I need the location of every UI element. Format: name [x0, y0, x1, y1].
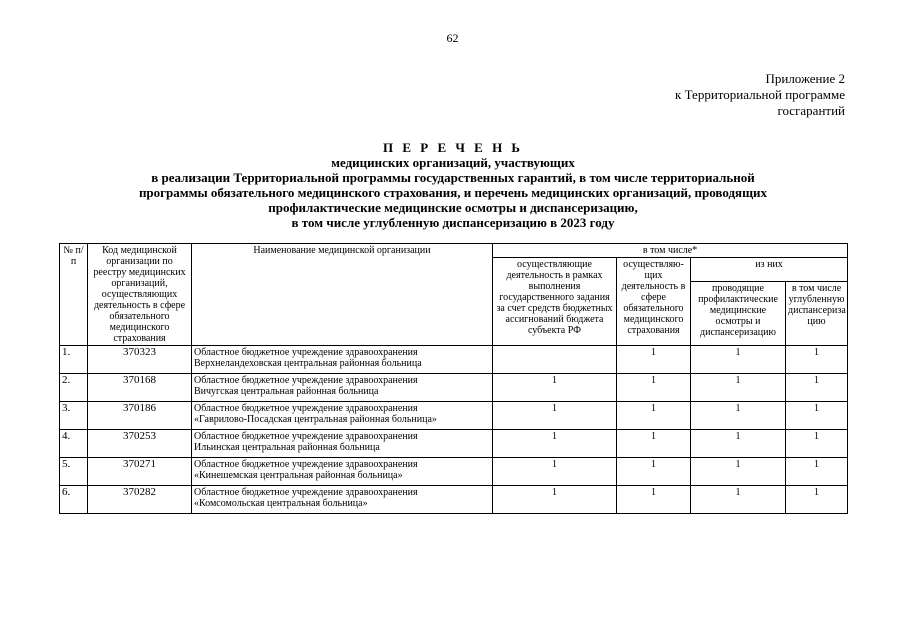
header-num: № п/п: [60, 244, 88, 346]
row-budget: 1: [493, 402, 617, 430]
row-name-line-2: Ильинская центральная районная больница: [194, 442, 380, 453]
title-line-2: в реализации Территориальной программы государственных гарантий, в том числе территориальной: [151, 170, 755, 185]
row-name-line-1: Областное бюджетное учреждение здравоохранения: [194, 403, 418, 414]
row-name-line-2: «Комсомольская центральная больница»: [194, 498, 368, 509]
row-name-line-2: «Гаврилово-Посадская центральная районная больница»: [194, 414, 437, 425]
title-line-5: в том числе углубленную диспансеризацию в 2023 году: [291, 215, 615, 230]
row-code: 370168: [88, 374, 192, 402]
table-row: [60, 486, 848, 514]
row-num: 3.: [60, 402, 88, 430]
row-name-line-2: Вичугская центральная районная больница: [194, 386, 379, 397]
row-deep: 1: [786, 374, 848, 402]
header-oms: осуществляю-щих деятельность в сфере обязательного медицинского страхования: [617, 258, 691, 346]
row-deep: 1: [786, 346, 848, 374]
page-number: 62: [446, 31, 459, 45]
row-num: 2.: [60, 374, 88, 402]
header-prof: проводящие профилактические медицинские осмотры и диспансеризацию: [691, 281, 786, 345]
row-prof: 1: [691, 346, 786, 374]
header-name: Наименование медицинской организации: [192, 244, 493, 346]
row-oms: 1: [617, 458, 691, 486]
table-row: [60, 402, 848, 430]
table-row: [60, 374, 848, 402]
row-budget: 1: [493, 430, 617, 458]
row-num: 6.: [60, 486, 88, 514]
row-oms: 1: [617, 402, 691, 430]
row-code: 370271: [88, 458, 192, 486]
row-name: [192, 402, 493, 430]
row-oms: 1: [617, 346, 691, 374]
title-heading: П Е Р Е Ч Е Н Ь: [382, 140, 524, 155]
row-name-line-1: Областное бюджетное учреждение здравоохранения: [194, 375, 418, 386]
header-code: Код медицинской организации по реестру медицинских организаций, осуществляющих деятельность в сфере обязательного медицинского страхования: [88, 244, 192, 346]
row-code: 370323: [88, 346, 192, 374]
row-name-line-1: Областное бюджетное учреждение здравоохранения: [194, 431, 418, 442]
row-name-line-2: «Кинешемская центральная районная больница»: [194, 470, 403, 481]
row-name: [192, 458, 493, 486]
row-name-line-1: Областное бюджетное учреждение здравоохранения: [194, 347, 418, 358]
organizations-table: [59, 243, 848, 514]
row-deep: 1: [786, 402, 848, 430]
document-title: [58, 140, 848, 230]
row-num: 1.: [60, 346, 88, 374]
row-deep: 1: [786, 430, 848, 458]
row-prof: 1: [691, 458, 786, 486]
row-code: 370186: [88, 402, 192, 430]
row-name: [192, 486, 493, 514]
table-row: [60, 346, 848, 374]
title-line-4: профилактические медицинские осмотры и диспансеризацию,: [268, 200, 638, 215]
table-row: [60, 430, 848, 458]
row-name-line-1: Областное бюджетное учреждение здравоохранения: [194, 487, 418, 498]
row-prof: 1: [691, 374, 786, 402]
header-of-them: из них: [691, 258, 848, 282]
row-budget: [493, 346, 617, 374]
row-budget: 1: [493, 374, 617, 402]
title-line-1: медицинских организаций, участвующих: [331, 155, 575, 170]
appendix-note: [675, 71, 845, 119]
row-deep: 1: [786, 486, 848, 514]
row-prof: 1: [691, 402, 786, 430]
row-prof: 1: [691, 430, 786, 458]
row-code: 370253: [88, 430, 192, 458]
row-num: 4.: [60, 430, 88, 458]
row-name: [192, 374, 493, 402]
row-budget: 1: [493, 486, 617, 514]
row-oms: 1: [617, 486, 691, 514]
table-row: [60, 458, 848, 486]
row-name-line-2: Верхнеландеховская центральная районная больница: [194, 358, 422, 369]
row-deep: 1: [786, 458, 848, 486]
appendix-line-1: Приложение 2: [765, 71, 845, 86]
appendix-line-2: к Территориальной программе: [675, 87, 845, 102]
row-oms: 1: [617, 430, 691, 458]
row-name: [192, 346, 493, 374]
row-num: 5.: [60, 458, 88, 486]
header-deep: в том числе углубленную диспансериза цию: [786, 281, 848, 345]
header-budget: осуществляющие деятельность в рамках выполнения государственного задания за счет средств бюджетных ассигнований бюджета субъекта РФ: [493, 258, 617, 346]
appendix-line-3: госгарантий: [777, 103, 845, 118]
row-name-line-1: Областное бюджетное учреждение здравоохранения: [194, 459, 418, 470]
row-code: 370282: [88, 486, 192, 514]
title-line-3: программы обязательного медицинского страхования, и перечень медицинских организаций, проводящих: [138, 185, 768, 200]
header-in-total: в том числе*: [493, 244, 848, 258]
row-prof: 1: [691, 486, 786, 514]
row-name: [192, 430, 493, 458]
row-oms: 1: [617, 374, 691, 402]
row-budget: 1: [493, 458, 617, 486]
